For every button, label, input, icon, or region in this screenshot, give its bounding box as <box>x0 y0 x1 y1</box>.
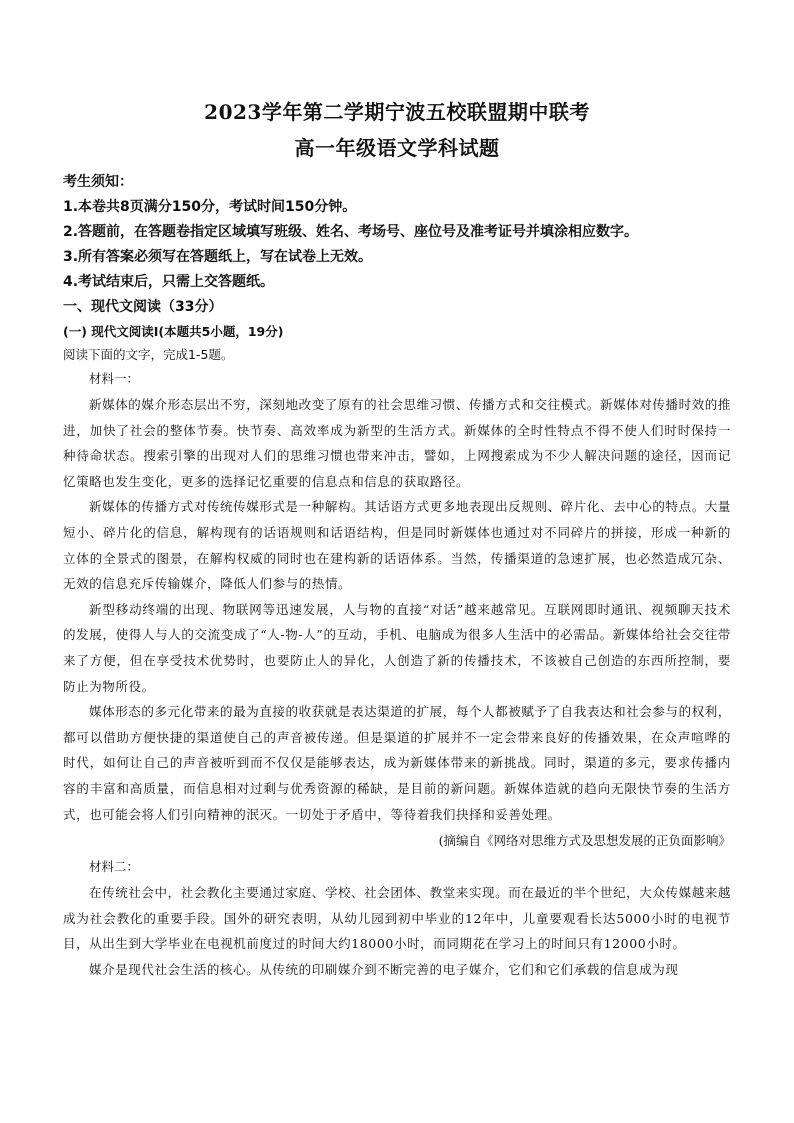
material-one-source: (摘编自《网络对思维方式及思想发展的正负面影响》 <box>438 833 731 849</box>
material-two-paragraph: 在传统社会中，社会教化主要通过家庭、学校、社会团体、教堂来实现。而在最近的半个世纪，大众传媒越来越成为社会教化的重要手段。国外的研究表明，从幼儿园到初中毕业的12年中，儿童要观看长达5000小时的电视节目，从出生到大学毕业在电视机前度过的时间大约18000小时，而同期花在学习上的时间只有12000小时。 <box>63 885 731 952</box>
notice-item: 2.答题前，在答题卷指定区域填写班级、姓名、考场号、座位号及准考证号并填涂相应数字。 <box>63 224 639 240</box>
material-two-paragraph: 媒介是现代社会生活的核心。从传统的印刷媒介到不断完善的电子媒介，它们和它们承载的信息成为现 <box>89 961 679 977</box>
material-one-paragraph: 媒体形态的多元化带来的最为直接的收获就是表达渠道的扩展，每个人都被赋予了自我表达和社会参与的权利，都可以借助方便快捷的渠道使自己的声音被传递。但是渠道的扩展并不一定会带来良好的传播效果，在众声喧哗的时代，如何让自己的声音被听到而不仅仅是能够表达，成为新媒体带来的新挑战。同时，渠道的多元，要求传播内容的丰富和高质量，而信息相对过剩与优秀资源的稀缺，是目前的新问题。新媒体造就的趋向无限快节奏的生活方式，也可能会将人们引向精神的泯灭。一切处于矛盾中，等待着我们抉择和妥善处理。 <box>63 704 731 822</box>
material-one-label: 材料一： <box>89 371 140 386</box>
material-two-label: 材料二： <box>89 859 140 875</box>
candidate-notice <box>63 170 731 295</box>
material-one-paragraph: 新媒体的媒介形态层出不穷，深刻地改变了原有的社会思维习惯、传播方式和交往模式。新媒体对传播时效的推进，加快了社会的整体节奏。快节奏、高效率成为新型的生活方式。新媒体的全时性特点不得不使人们时时保持一种待命状态。搜索引擎的出现对人们的思维习惯也带来冲击，譬如，上网搜索成为不少人解决问题的途径，因而记忆策略也发生变化，更多的选择记忆重要的信息点和信息的获取路径。 <box>63 397 731 489</box>
material-one-paragraph: 新型移动终端的出现、物联网等迅速发展，人与物的直接“对话”越来越常见。互联网即时通讯、视频聊天技术的发展，使得人与人的交流变成了“人-物-人”的互动，手机、电脑成为很多人生活中的必需品。新媒体给社会交往带来了方便，但在享受技术优势时，也要防止人的异化，人创造了新的传播技术，不该被自己创造的东西所控制，要防止为物所役。 <box>63 601 731 694</box>
notice-item: 1.本卷共8页满分150分，考试时间150分钟。 <box>63 199 357 215</box>
notice-item: 4.考试结束后，只需上交答题纸。 <box>63 274 275 290</box>
exam-subtitle: 高一年级语文学科试题 <box>294 136 500 160</box>
notice-heading: 考生须知： <box>63 174 133 190</box>
subsection-heading: (一) 现代文阅读Ⅰ(本题共5小题，19分) <box>63 324 284 339</box>
exam-title: 2023学年第二学期宁波五校联盟期中联考 <box>204 100 590 124</box>
section-heading: 一、现代文阅读（33分） <box>63 299 223 315</box>
reading-instruction: 阅读下面的文字，完成1-5题。 <box>63 347 234 362</box>
notice-item: 3.所有答案必须写在答题纸上，写在试卷上无效。 <box>63 249 373 265</box>
material-one-paragraph: 新媒体的传播方式对传统传媒形式是一种解构。其话语方式更多地表现出反规则、碎片化、去中心的特点。大量短小、碎片化的信息，解构现有的话语规则和话语结构，但是同时新媒体也通过对不同碎片的拼接，形成一种新的立体的全景式的图景，在解构权威的同时也在建构新的话语体系。当然，传播渠道的急速扩展，也必然造成冗杂、无效的信息充斥传输媒介，降低人们参与的热情。 <box>63 499 731 592</box>
